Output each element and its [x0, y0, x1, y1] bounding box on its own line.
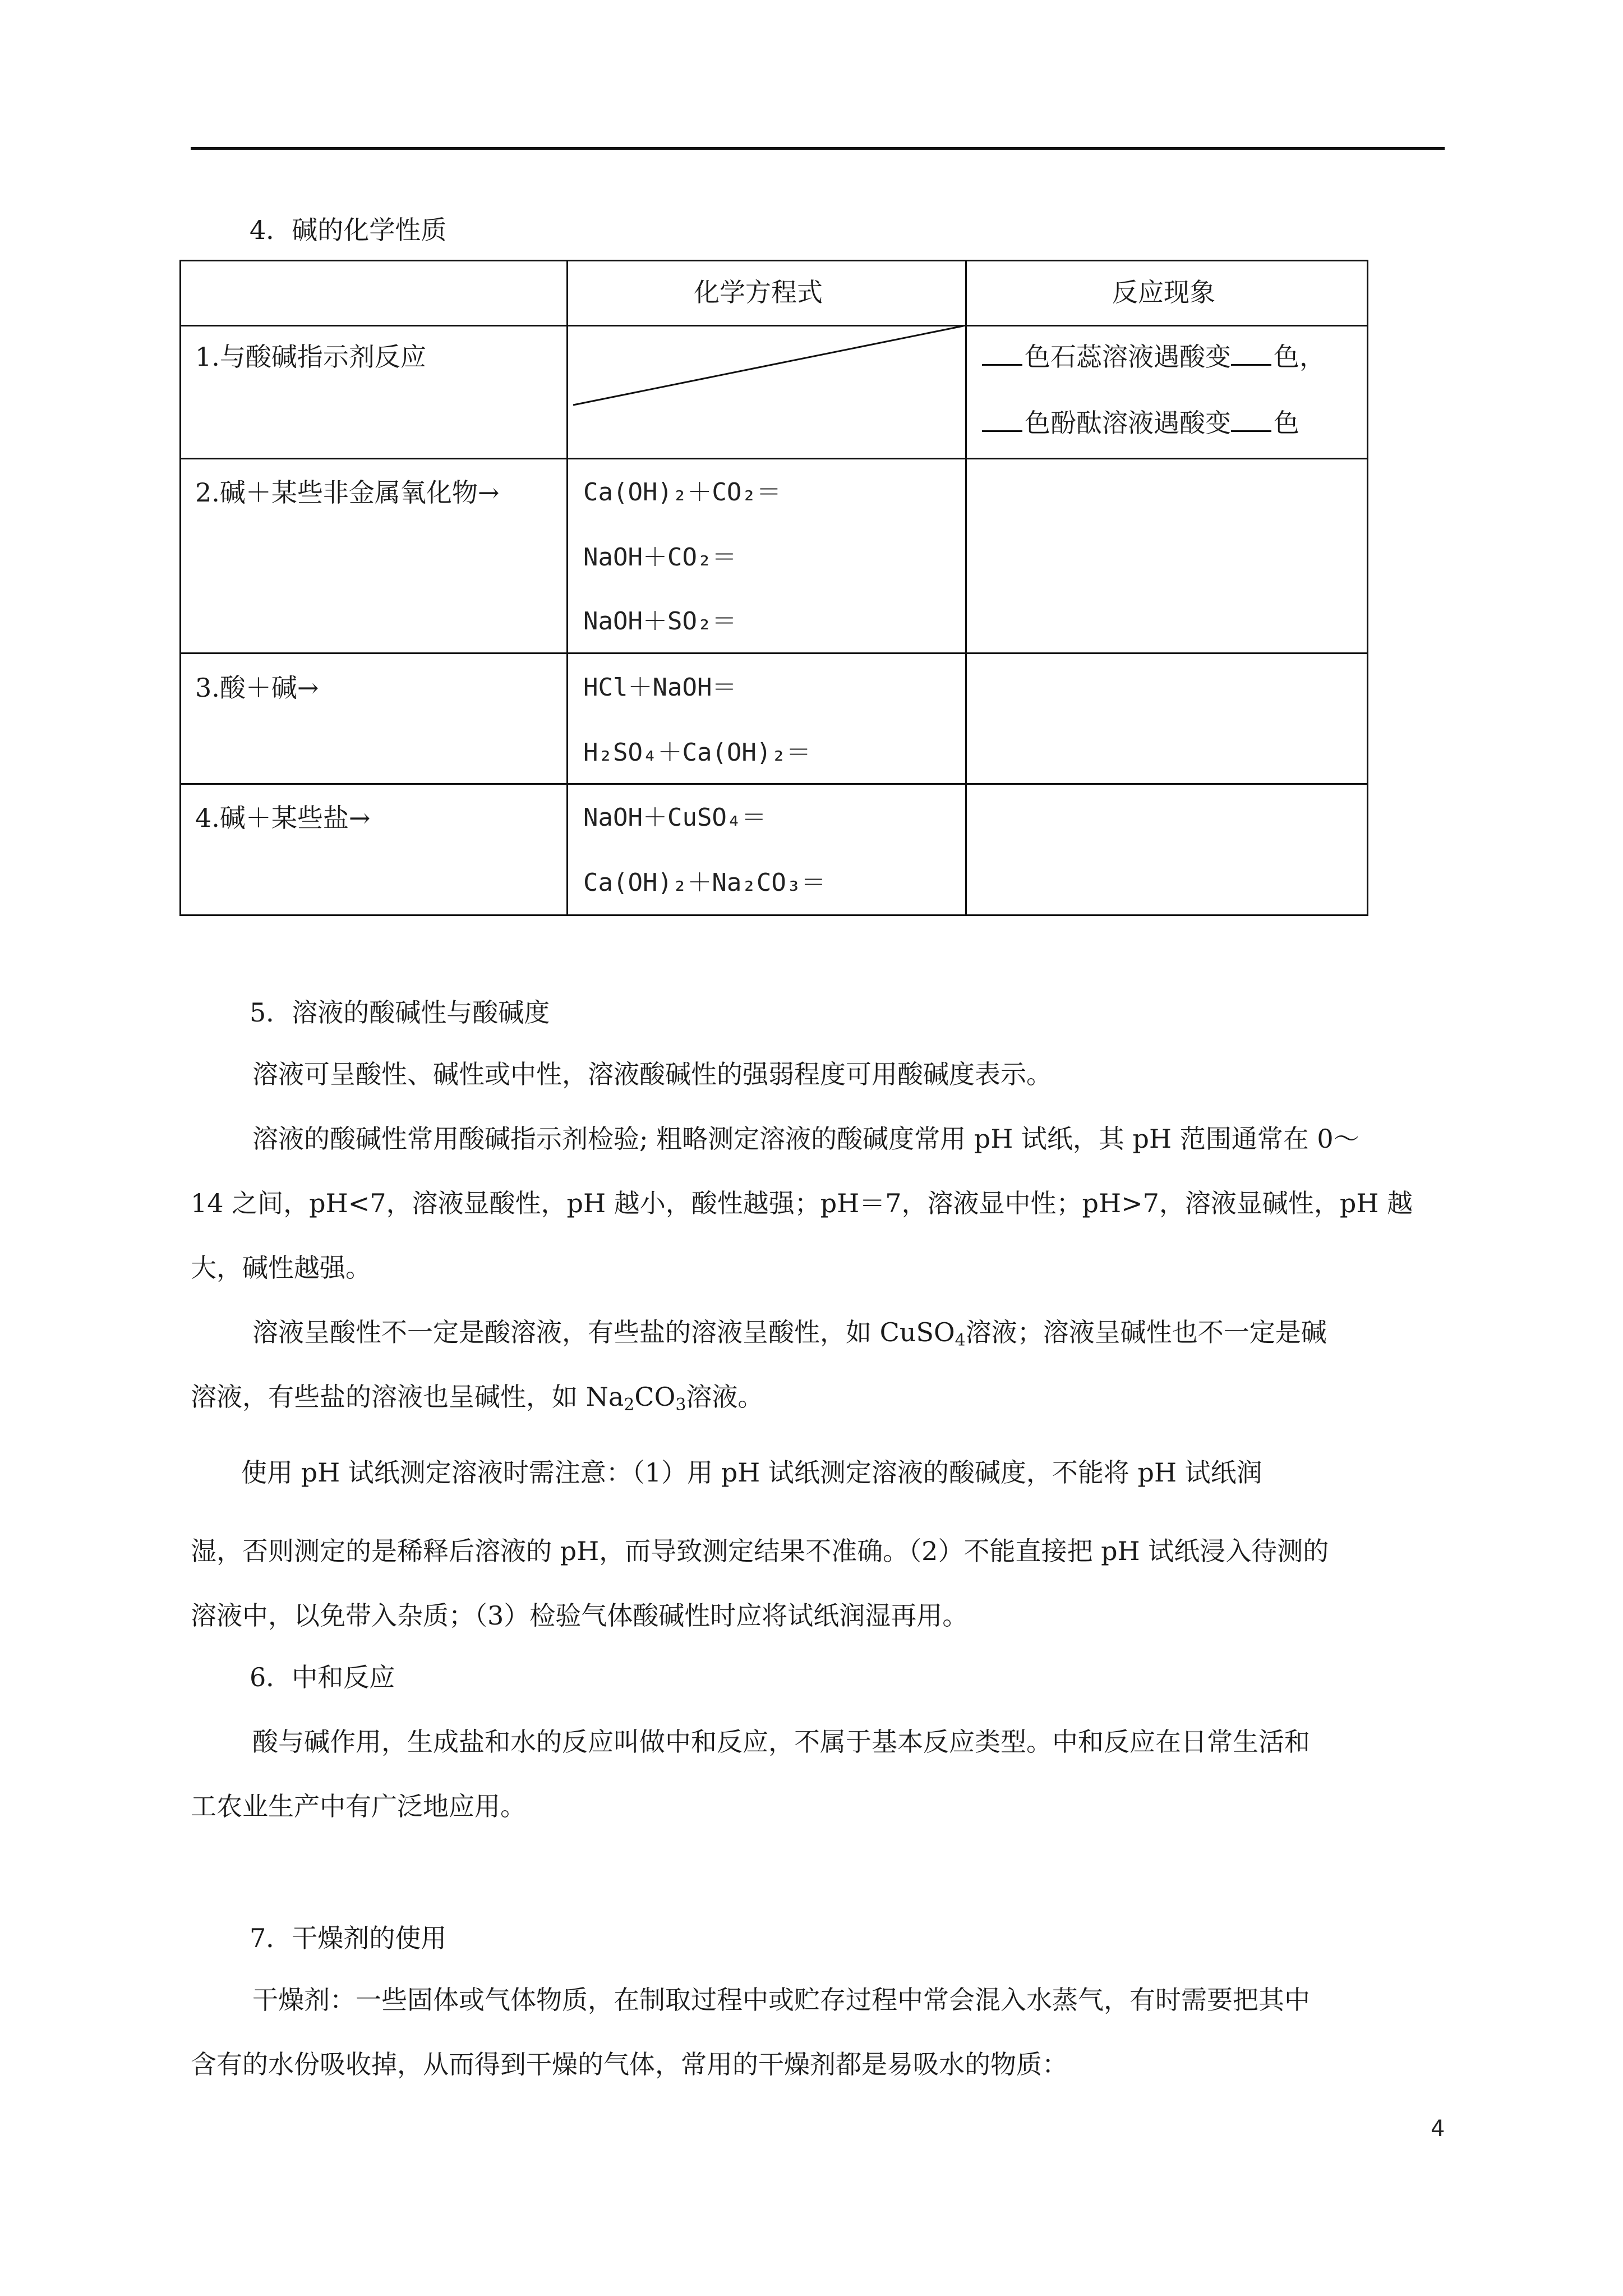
- section-7-para-line-1: 干燥剂：一些固体或气体物质，在制取过程中或贮存过程中常会混入水蒸气，有时需要把其中: [252, 1985, 1310, 2015]
- header-rule: [191, 147, 1445, 150]
- row1-phenomenon-2: 色酚酞溶液遇酸变 色: [982, 406, 1299, 440]
- section-7-para-line-2: 含有的水份吸收掉，从而得到干燥的气体，常用的干燥剂都是易吸水的物质：: [191, 2049, 1068, 2079]
- table-row-divider-3: [181, 652, 1367, 654]
- row2-label: 2.碱＋某些非金属氧化物→: [195, 477, 500, 508]
- section-5-para-4-line-1: 使用 pH 试纸测定溶液时需注意：（1）用 pH 试纸测定溶液的酸碱度，不能将 pH 试纸润: [241, 1457, 1262, 1488]
- table-col-divider-2: [965, 261, 967, 914]
- row4-equation-2: Ca(OH)₂＋Na₂CO₃＝: [583, 868, 826, 897]
- row2-equation-2: NaOH＋CO₂＝: [583, 543, 737, 572]
- section-5-para-4-line-2: 湿，否则测定的是稀释后溶液的 pH，而导致测定结果不准确。（2）不能直接把 pH 试纸浸入待测的: [191, 1536, 1329, 1566]
- fill-blank: [982, 408, 1022, 432]
- base-properties-table: [179, 260, 1368, 916]
- table-row-divider-2: [181, 458, 1367, 459]
- header-phenomenon: 反应现象: [1112, 277, 1215, 307]
- diagonal-strike: [566, 325, 965, 458]
- section-4-heading: 4．碱的化学性质: [250, 215, 447, 245]
- section-6-para-line-1: 酸与碱作用，生成盐和水的反应叫做中和反应，不属于基本反应类型。中和反应在日常生活和: [252, 1727, 1310, 1757]
- fill-blank: [1231, 342, 1271, 366]
- row4-label: 4.碱＋某些盐→: [195, 803, 371, 833]
- section-5-para-3-line-2: 溶液，有些盐的溶液也呈碱性，如 $Na_2CO_3$溶液。: [191, 1382, 764, 1415]
- table-row-divider-4: [181, 783, 1367, 785]
- section-6-para-line-2: 工农业生产中有广泛地应用。: [191, 1791, 526, 1821]
- row3-equation-2: H₂SO₄＋Ca(OH)₂＝: [583, 738, 811, 767]
- section-5-para-2-line-1: 溶液的酸碱性常用酸碱指示剂检验; 粗略测定溶液的酸碱度常用 pH 试纸，其 pH 范围通常在 0～: [252, 1124, 1359, 1154]
- row3-equation-1: HCl＋NaOH＝: [583, 673, 737, 702]
- page-number: 4: [1431, 2116, 1445, 2142]
- section-5-heading: 5．溶液的酸碱性与酸碱度: [250, 997, 550, 1028]
- row2-equation-1: Ca(OH)₂＋CO₂＝: [583, 478, 781, 507]
- row1-phenomenon-1: 色石蕊溶液遇酸变 色，: [982, 340, 1325, 374]
- section-5-para-2-line-2: 14 之间，pH<7，溶液显酸性，pH 越小，酸性越强；pH＝7，溶液显中性；pH>7，溶液显碱性，pH 越: [191, 1188, 1413, 1218]
- section-5-para-1: 溶液可呈酸性、碱性或中性，溶液酸碱性的强弱程度可用酸碱度表示。: [252, 1059, 1052, 1089]
- fill-blank: [1231, 408, 1271, 432]
- row2-equation-3: NaOH＋SO₂＝: [583, 607, 737, 636]
- section-5-para-3-line-1: 溶液呈酸性不一定是酸溶液，有些盐的溶液呈酸性，如 CuSO$_4$溶液；溶液呈碱性也不一定是碱: [252, 1317, 1327, 1350]
- row4-equation-1: NaOH＋CuSO₄＝: [583, 803, 767, 832]
- row1-label: 1.与酸碱指示剂反应: [195, 342, 426, 372]
- section-5-para-4-line-3: 溶液中，以免带入杂质；（3）检验气体酸碱性时应将试纸润湿再用。: [191, 1600, 969, 1631]
- row3-label: 3.酸＋碱→: [195, 673, 319, 703]
- header-equation: 化学方程式: [694, 277, 823, 307]
- section-7-heading: 7．干燥剂的使用: [250, 1923, 447, 1953]
- fill-blank: [982, 342, 1022, 366]
- section-6-heading: 6．中和反应: [250, 1662, 395, 1692]
- section-5-para-2-line-3: 大，碱性越强。: [191, 1253, 371, 1283]
